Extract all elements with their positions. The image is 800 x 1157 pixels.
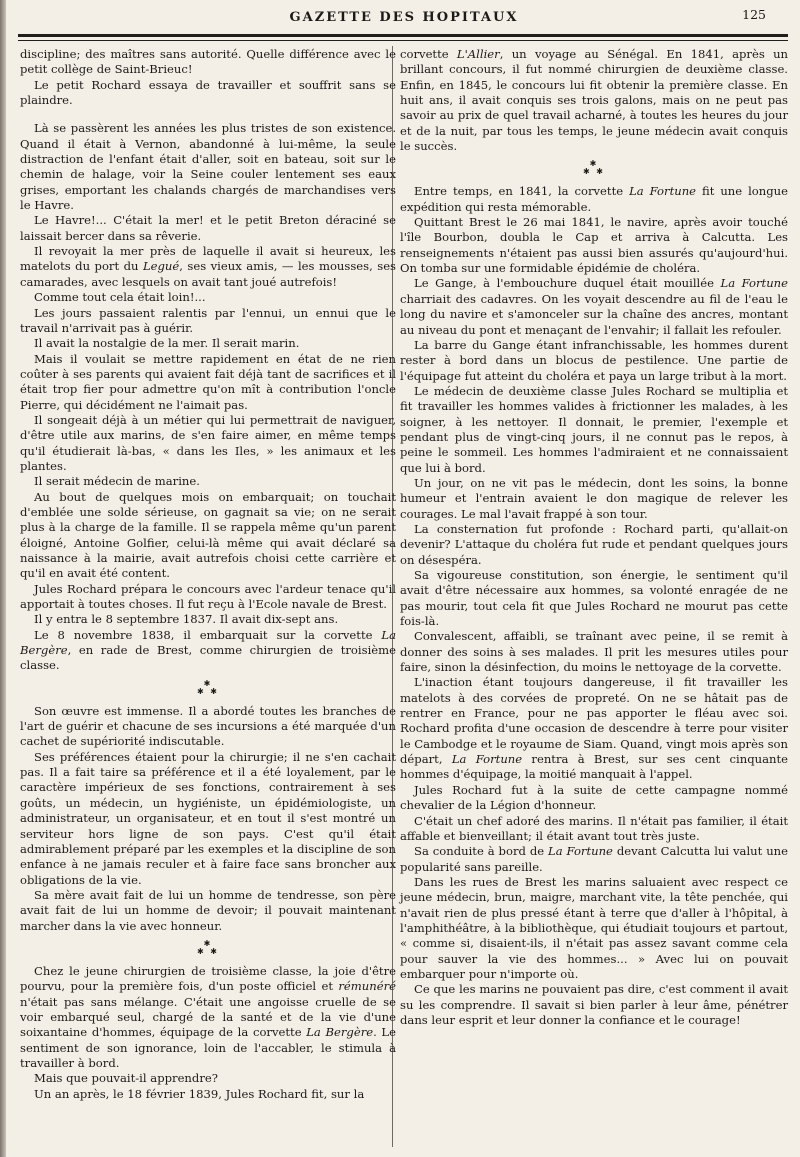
paragraph: La barre du Gange étant infranchissable, les hommes durent rester à bord dans un blocus de pestilence. Une partie de l'équipage fut atteint du choléra et paya un large tribut à la mort.	[400, 337, 788, 383]
paragraph	[400, 47, 788, 154]
text-run: , un voyage au Sénégal. En 1841, après un brillant concours, il fut nommé chirurgien de deuxième classe. Enfin, en 1845, le concours lui fit obtenir la première classe. En huit ans, il avait conquis ses trois galons, mais on ne peut pas savoir au prix de quel travail acharné, à toutes les heures du jour et de la nuit, par tous les temps, le jeune médecin avait conquis le succès.	[400, 47, 789, 154]
text-run: Sa conduite à bord de	[414, 844, 549, 859]
ship-name: La Fortune	[629, 184, 697, 199]
paragraph: Dans les rues de Brest les marins saluaient avec respect ce jeune médecin, brun, maigre, marchant vite, la tête penchée, qui n'avait rien de plus pressé étant à terre que d'aller à l'hôpital, à l'amphithéâtre, à la bibliothèque, qui étudiait toujours et partout, « comme si, disaient-ils, il n'était pas assez savant comme cela pour sauver la vie des hommes... » Avec lui on pouvait embarquer pour n'importe où.	[400, 874, 788, 981]
emphasis: rémunéré	[338, 979, 396, 994]
paragraph: Quittant Brest le 26 mai 1841, le navire, après avoir touché l'île Bourbon, doubla le Cap et arriva à Calcutta. Les renseignements n'étaient pas aussi bien assurés qu'aujourd'hui. On tomba sur une formidable épidémie de choléra.	[400, 215, 788, 276]
paragraph: Là se passèrent les années les plus tristes de son existence. Quand il était à Vernon, abandonné à lui-même, la seule distraction de l'enfant était d'aller, soit en bateau, soit sur le chemin de halage, voir la Seine couler lentement ses eaux grises, emportant les chalands chargés de marchandises vers le Havre.	[20, 121, 396, 213]
paragraph: C'était un chef adoré des marins. Il n'était pas familier, il était affable et bienveillant; il était avant tout très juste.	[400, 813, 788, 843]
ship-name: La Fortune	[720, 276, 789, 291]
text-run: Entre temps, en 1841, la corvette	[414, 184, 630, 199]
ship-name: La Bergère	[20, 627, 396, 658]
section-asterism: ✱ ✱ ✱	[583, 159, 605, 177]
paragraph: Jules Rochard fut à la suite de cette campagne nommé chevalier de la Légion d'honneur.	[400, 782, 788, 813]
ship-name: L'Allier	[456, 47, 500, 61]
text-run: devant Calcutta lui valut une popularité sans pareille.	[400, 844, 788, 874]
text-run: , en rade de Brest, comme chirurgien de troisième classe.	[20, 643, 396, 673]
left-column	[20, 47, 396, 1102]
paragraph: Convalescent, affaibli, se traînant avec peine, il se remit à donner des soins à ses malades. Il prit les mesures utiles pour faire, sinon la désinfection, du moins le nettoyage de la corvette.	[400, 629, 788, 675]
text-run: . Le sentiment de son ignorance, loin de l'accabler, le stimula à travailler à bord.	[20, 1025, 396, 1070]
paragraph: La consternation fut profonde : Rochard parti, qu'allait-on devenir? L'attaque du choléra fut rude et pendant quelques jours on désespéra.	[400, 521, 788, 567]
text-run: , ses vieux amis, — les mousses, ses camarades, avec lesquels on avait tant joué autrefois!	[20, 259, 397, 289]
paragraph: Il y entra le 8 septembre 1837. Il avait dix-sept ans.	[34, 612, 339, 627]
paragraph: Jules Rochard prépara le concours avec l'ardeur tenace qu'il apportait à toutes choses. Il fut reçu à l'Ecole navale de Brest.	[20, 581, 396, 612]
paragraph: Sa vigoureuse constitution, son énergie, le sentiment qu'il avait d'être nécessaire aux hommes, sa volonté enragée de ne pas mourir, tout cela fit que Jules Rochard ne mourut pas cette fois-là.	[400, 568, 788, 629]
text-run: fit une longue expédition qui resta mémorable.	[400, 184, 788, 214]
section-asterism: ✱ ✱ ✱	[197, 938, 219, 956]
paragraph	[20, 628, 396, 674]
text-run: Le 8 novembre 1838, il embarquait sur la corvette	[34, 627, 382, 642]
paragraph	[400, 276, 788, 337]
paragraph	[400, 844, 788, 875]
paragraph	[20, 244, 396, 290]
paragraph: Au bout de quelques mois on embarquait; on touchait d'emblée une solde sérieuse, on gagnait sa vie; on ne serait plus à la charge de la famille. Il se rappela même qu'un parent éloigné, Antoine Golfier, celui-là même qui avait déclaré sa naissance à la mairie, avait autrefois choisi cette carrière et qu'il en avait été content.	[20, 489, 396, 581]
paragraph: discipline; des maîtres sans autorité. Quelle différence avec le petit collège de Saint-Brieuc!	[20, 47, 396, 77]
section-asterism: ✱ ✱ ✱	[197, 678, 219, 696]
right-column	[400, 47, 788, 1028]
header-rule-thin	[18, 40, 788, 41]
paragraph: Ce que les marins ne pouvaient pas dire, c'est comment il avait su les comprendre. Il savait si bien parler à leur âme, pénétrer dans leur esprit et leur donner la confiance et le courage!	[400, 982, 788, 1027]
ship-name: La Fortune	[451, 752, 523, 767]
text-run: corvette	[400, 47, 457, 61]
paragraph: Il avait la nostalgie de la mer. Il serait marin.	[34, 336, 300, 351]
page-number: 125	[742, 7, 766, 22]
text-run: charriait des cadavres. On les voyait descendre au fil de l'eau le long du navire et s'amonceler sur la chaîne des ancres, montant au niveau du pont et menaçant de l'envahir; il fallait les refouler.	[400, 291, 788, 337]
paragraph: Un an après, le 18 février 1839, Jules Rochard fit, sur la	[34, 1086, 365, 1101]
paragraph: Le petit Rochard essaya de travailler et souffrit sans se plaindre.	[20, 77, 396, 108]
text-run: n'était pas sans mélange. C'était une angoisse cruelle de se voir embarqué seul, chargé de la santé et de la vie d'une soixantaine d'hommes, équipage de la corvette	[20, 994, 396, 1040]
paragraph: Ses préférences étaient pour la chirurgie; il ne s'en cachait pas. Il a fait taire sa préférence et il a été loyalement, par le caractère impérieux de ses fonctions, contrairement à ses goûts, un médecin, un hygiéniste, un épidémiologiste, un administrateur, un organisateur, et en tout il s'est montré un serviteur hors ligne de son pays. C'est qu'il était admirablement préparé par les exemples et la discipline de son enfance à ne jamais reculer et à faire face sans broncher aux obligations de la vie.	[20, 749, 396, 887]
paragraph: Comme tout cela était loin!...	[34, 290, 206, 305]
paragraph: Son œuvre est immense. Il a abordé toutes les branches de l'art de guérir et chacune de ses incursions a été marquée d'un cachet de supériorité indiscutable.	[20, 703, 396, 749]
paragraph	[20, 964, 396, 1071]
text-run: Chez le jeune chirurgien de troisième classe, la joie d'être pourvu, pour la première fois, d'un poste officiel et	[20, 963, 396, 994]
text-run: Il revoyait la mer près de laquelle il avait si heureux, les matelots du port du	[20, 244, 396, 274]
ship-name: Legué	[142, 259, 180, 274]
ship-name: La Bergère	[306, 1025, 374, 1040]
header-rule-thick	[18, 34, 788, 37]
paragraph: Le médecin de deuxième classe Jules Rochard se multiplia et fit travailler les hommes valides à frictionner les malades, à les soigner, à les nettoyer. Il donnait, le premier, l'exemple et pendant plus de vingt-cinq jours, il ne connut pas le repos, à peine le sommeil. Les hommes l'admiraient et ne connaissaient que lui à bord.	[400, 383, 788, 475]
paragraph	[400, 184, 788, 215]
ship-name: La Fortune	[548, 844, 613, 859]
paragraph: Il songeait déjà à un métier qui lui permettrait de naviguer, d'être utile aux marins, de s'en faire aimer, en même temps qu'il étudierait là-bas, « dans les Iles, » les animaux et les plantes.	[20, 412, 396, 473]
text-run: L'inaction étant toujours dangereuse, il fit travailler les matelots à des corvées de propreté. On ne se hâtait pas de rentrer en France, pour ne pas apporter le fléau avec soi. Rochard profita d'une occasion de descendre à terre pour visiter le Cambodge et le royaume de Siam. Quand, vingt mois après son départ,	[400, 675, 788, 767]
text-run: rentra à Brest, sur ses cent cinquante hommes d'équipage, la moitié manquait à l'appel.	[400, 752, 788, 782]
paragraph: Les jours passaient ralentis par l'ennui, un ennui que le travail n'arrivait pas à guérir.	[20, 305, 396, 335]
paragraph: Il serait médecin de marine.	[34, 474, 200, 489]
paragraph: Un jour, on ne vit pas le médecin, dont les soins, la bonne humeur et l'entrain avaient le don magique de relever les courages. Le mal l'avait frappé à son tour.	[400, 475, 788, 521]
page-binding-edge	[0, 0, 6, 1157]
paragraph: Le Havre!... C'était la mer! et le petit Breton déraciné se laissait bercer dans sa rêverie.	[20, 213, 396, 243]
page-header	[20, 6, 788, 34]
paragraph	[400, 675, 788, 782]
paragraph: Sa mère avait fait de lui un homme de tendresse, son père avait fait de lui un homme de devoir; il pouvait maintenant marcher dans la vie avec honneur.	[20, 887, 396, 933]
journal-title: GAZETTE DES HOPITAUX	[289, 10, 519, 25]
text-run: Le Gange, à l'embouchure duquel était mouillée	[414, 276, 721, 291]
paragraph: Mais il voulait se mettre rapidement en état de ne rien coûter à ses parents qui avaient fait déjà tant de sacrifices et il était trop fier pour admettre qu'on mît à contribution l'oncle Pierre, qui décidément ne l'aimait pas.	[20, 351, 396, 412]
paragraph: Mais que pouvait-il apprendre?	[34, 1071, 218, 1086]
